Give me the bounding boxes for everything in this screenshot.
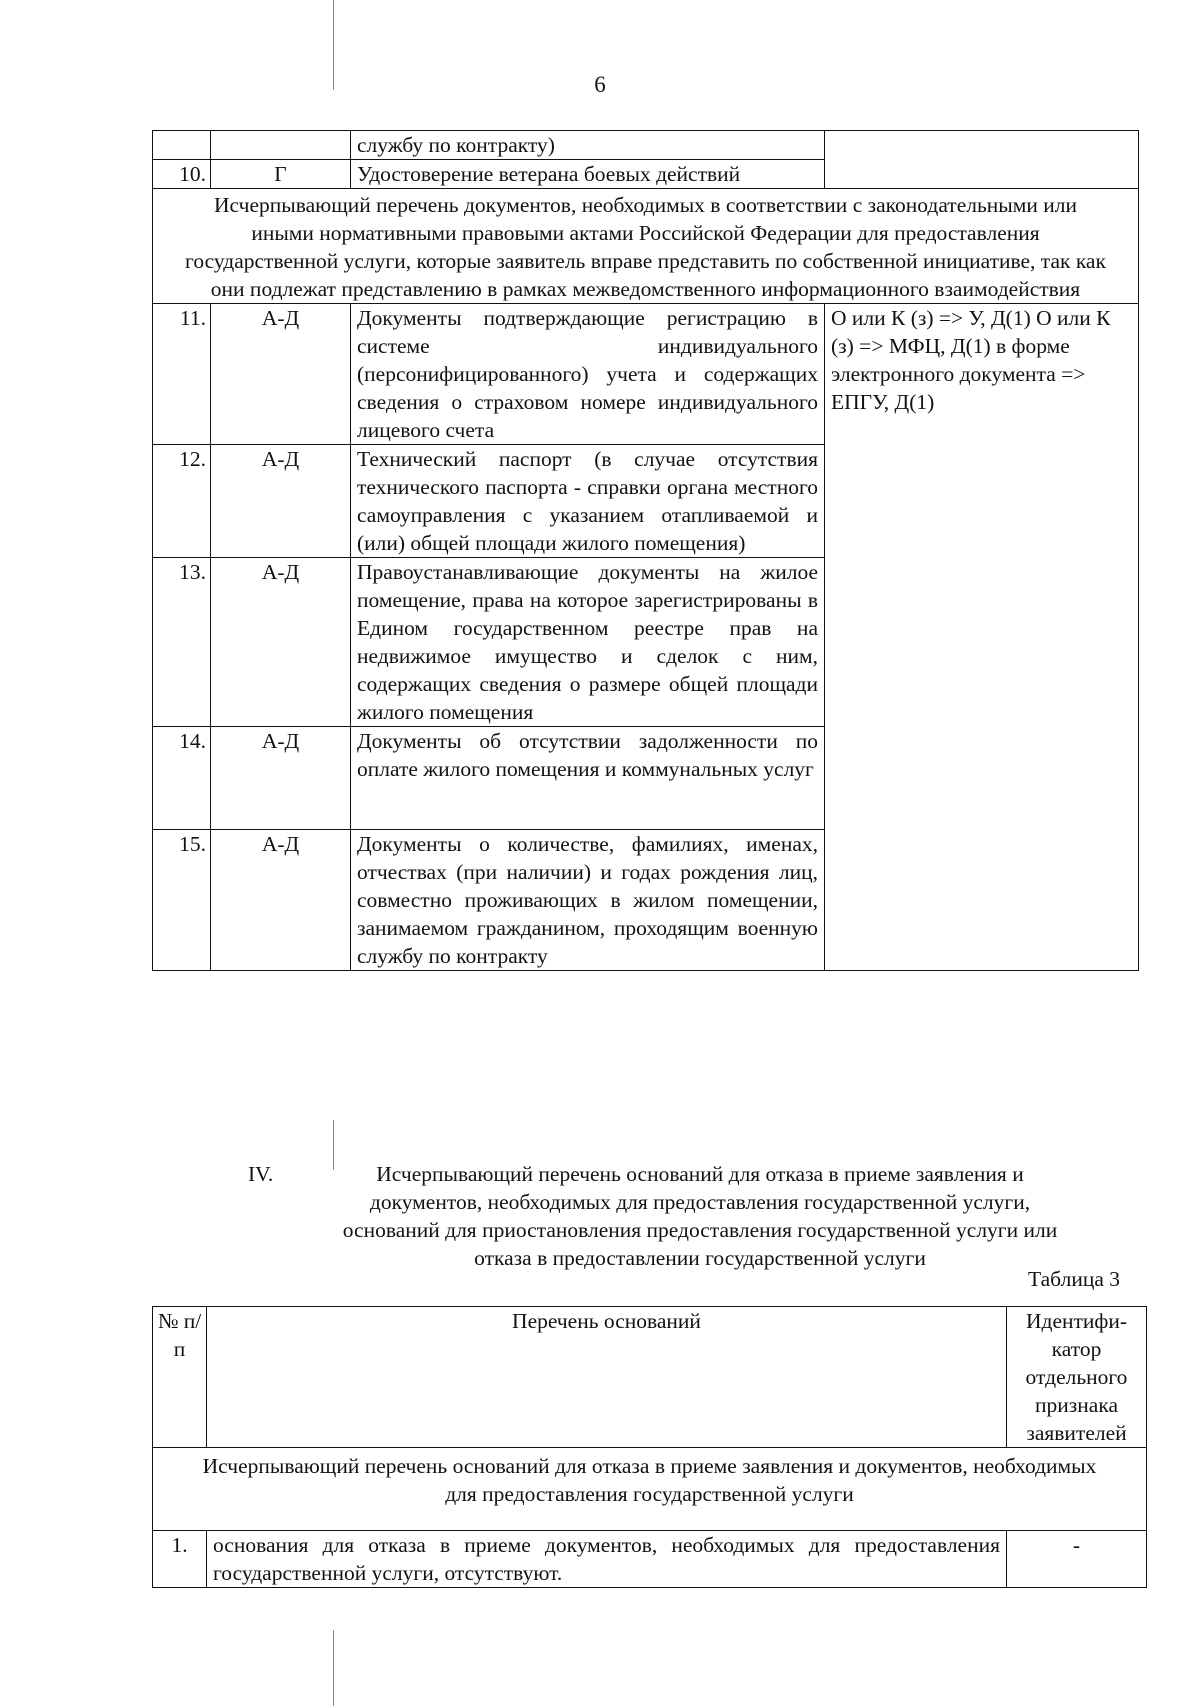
document-name: Удостоверение ветерана боевых действий: [351, 160, 825, 189]
table-caption: Таблица 3: [1028, 1267, 1120, 1291]
row-number: 10.: [153, 160, 211, 189]
document-name: службу по контракту): [351, 131, 825, 160]
table-row: [153, 1531, 1147, 1588]
identifier-value: -: [1007, 1531, 1147, 1588]
document-name: Документы об отсутствии задолженности по оплате жилого помещения и коммунальных услуг: [351, 727, 825, 830]
applicant-category: Г: [211, 160, 351, 189]
table-row: [153, 131, 1139, 160]
row-number: 14.: [153, 727, 211, 830]
header-number: № п/п: [153, 1307, 207, 1448]
row-number: 11.: [153, 304, 211, 445]
submission-method: О или К (з) => У, Д(1) О или К (з) => МФЦ, Д(1) в форме электронного документа => ЕПГУ, Д(1): [825, 304, 1139, 971]
header-identifier: Идентифи- катор отдельного признака заявителей: [1007, 1307, 1147, 1448]
cell-empty: [825, 131, 1139, 189]
row-number: 12.: [153, 445, 211, 558]
scan-artifact-line: [333, 1630, 334, 1706]
cell-empty: [153, 131, 211, 160]
section-header-row: [153, 189, 1139, 304]
table-row: [153, 304, 1139, 445]
section-header: Исчерпывающий перечень документов, необходимых в соответствии с законодательными или иными нормативными правовыми актами Российской Федерации для предоставления государственной услуги, которые заявитель вправе представить по собственной инициативе, так как они подлежат представлению в рамках межведомственного информационного взаимодействия: [153, 189, 1139, 304]
document-name: Правоустанавливающие документы на жилое помещение, права на которое зарегистрированы в Едином государственном реестре прав на недвижимое имущество и сделок с ним, содержащих сведения о размере общей площади жилого помещения: [351, 558, 825, 727]
row-number: 15.: [153, 830, 211, 971]
scan-artifact-line: [333, 0, 334, 90]
row-number: 13.: [153, 558, 211, 727]
documents-table: [152, 130, 1139, 971]
header-reasons: Перечень оснований: [207, 1307, 1007, 1448]
section-number: IV.: [248, 1162, 274, 1186]
section-title: Исчерпывающий перечень оснований для отказа в приеме заявления и документов, необходимых для предоставления государственной услуги, оснований для приостановления предоставления государственной услуги или отказа в предоставлении государственной услуги: [342, 1162, 1058, 1270]
page-number: 6: [594, 72, 606, 97]
section-header: Исчерпывающий перечень оснований для отказа в приеме заявления и документов, необходимых для предоставления государственной услуги: [153, 1448, 1147, 1531]
document-name: Технический паспорт (в случае отсутствия технического паспорта - справки органа местного самоуправления с указанием отапливаемой и (или) общей площади жилого помещения): [351, 445, 825, 558]
applicant-category: А-Д: [211, 445, 351, 558]
applicant-category: А-Д: [211, 727, 351, 830]
applicant-category: А-Д: [211, 304, 351, 445]
document-name: Документы о количестве, фамилиях, именах, отчествах (при наличии) и годах рождения лиц, совместно проживающих в жилом помещении, занимаемом гражданином, проходящим военную службу по контракту: [351, 830, 825, 971]
section-header-row: [153, 1448, 1147, 1531]
applicant-category: А-Д: [211, 558, 351, 727]
table-header-row: [153, 1307, 1147, 1448]
document-name: Документы подтверждающие регистрацию в системе индивидуального (персонифицированного) учета и содержащих сведения о страховом номере индивидуального лицевого счета: [351, 304, 825, 445]
refusal-reasons-table: [152, 1306, 1147, 1588]
applicant-category: А-Д: [211, 830, 351, 971]
row-number: 1.: [153, 1531, 207, 1588]
cell-empty: [211, 131, 351, 160]
reason-text: основания для отказа в приеме документов, необходимых для предоставления государственной услуги, отсутствуют.: [207, 1531, 1007, 1588]
section-iv-heading: [150, 1160, 1140, 1272]
